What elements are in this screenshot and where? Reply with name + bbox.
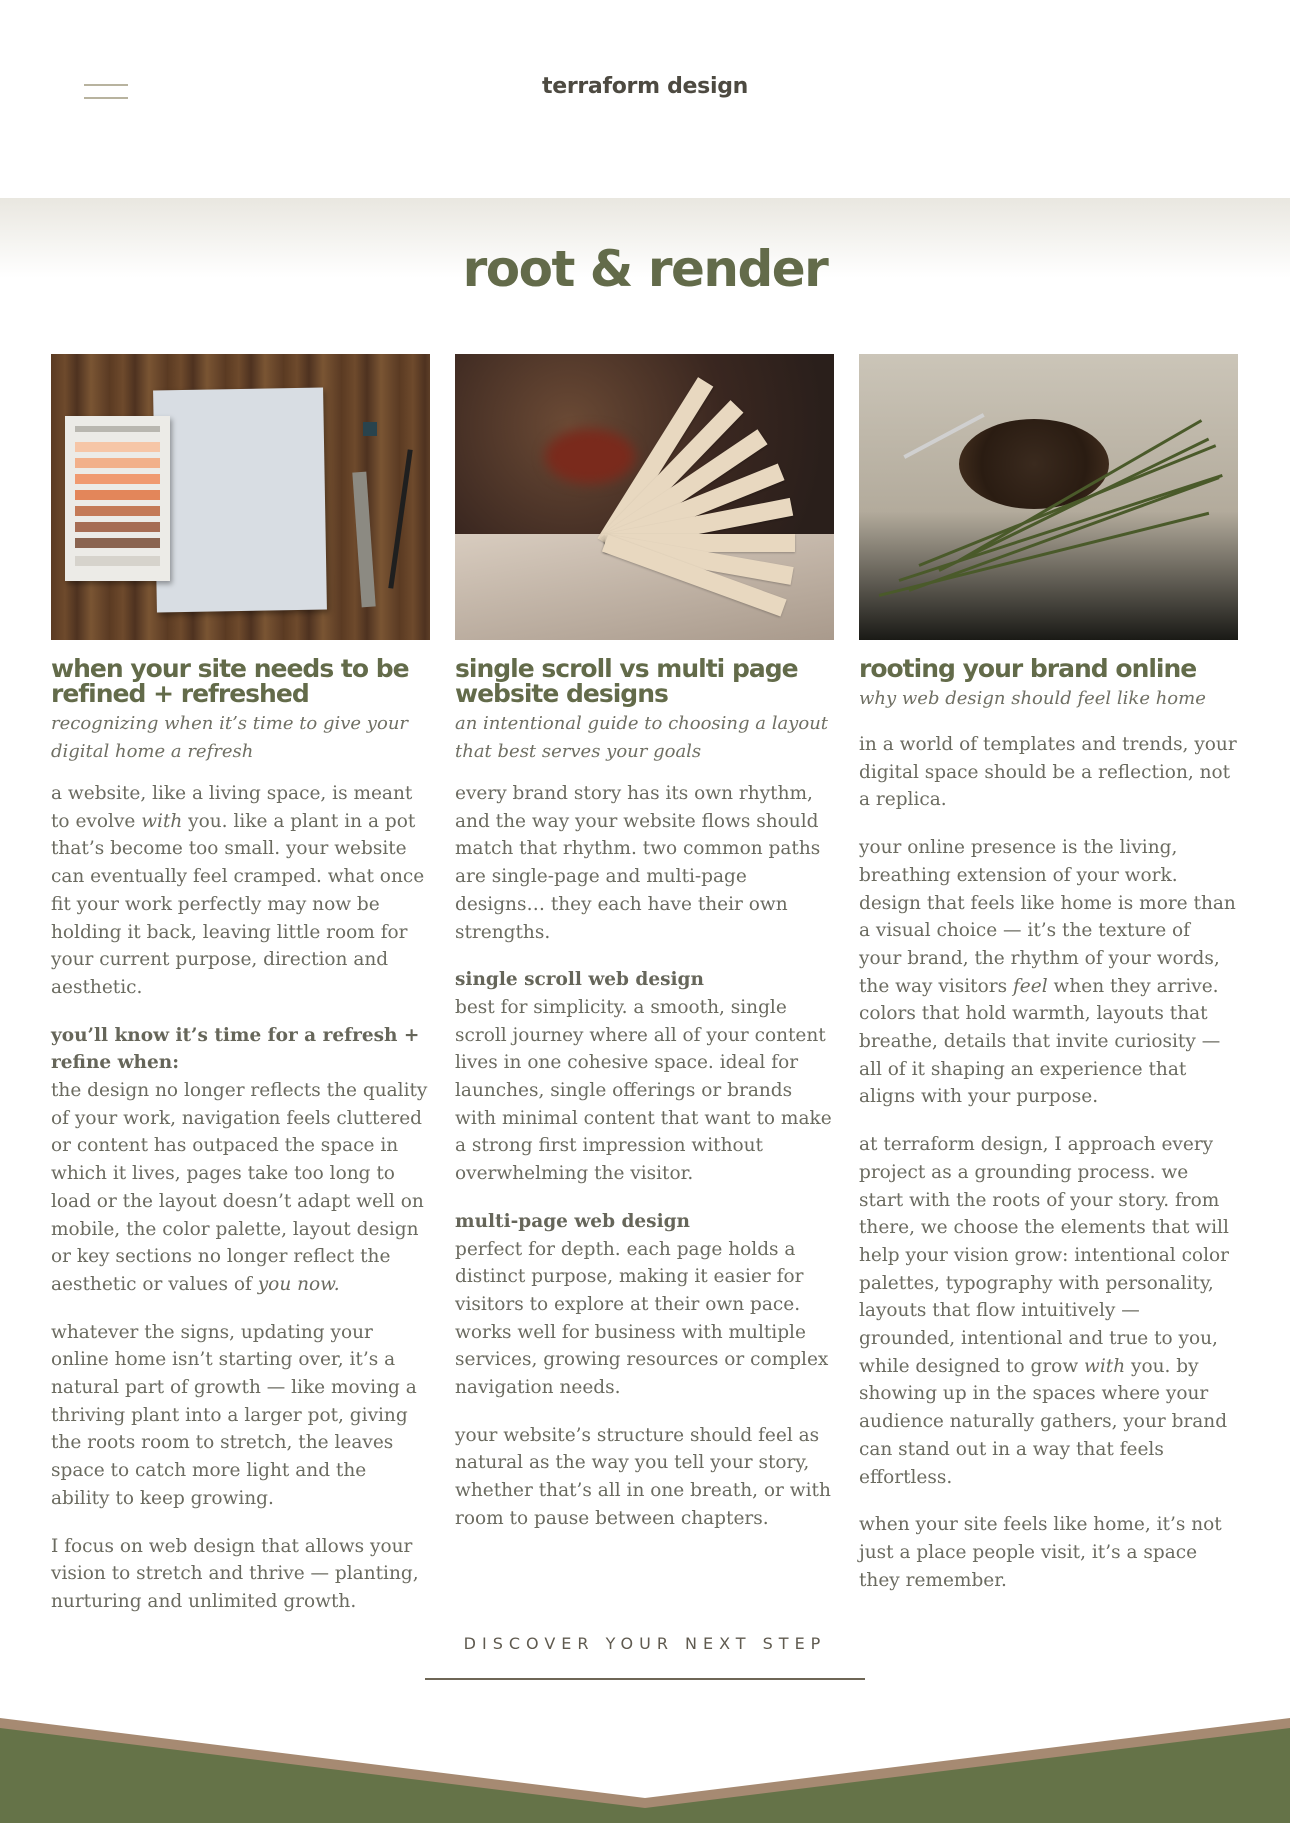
paragraph-heading: multi-page web design [455, 1210, 690, 1232]
discover-next-step-link[interactable] [425, 1634, 865, 1680]
paper-shape [153, 388, 327, 613]
site-logo[interactable]: terraform design [541, 74, 748, 99]
post-paragraph: when your site feels like home, it’s not just a place people visit, it’s a space they remember. [859, 1514, 1222, 1591]
swatch-book-shape [65, 416, 170, 581]
page-title: root & render [462, 240, 828, 298]
post-title[interactable]: rooting your brand online [859, 654, 1197, 683]
post-paragraph: I focus on web design that allows your vision to stretch and thrive — planting, nurturing and unlimited growth. [51, 1535, 419, 1612]
post-paragraph: a website, like a living space, is meant to evolve with you. like a plant in a pot that’s become too small. your website can eventually feel cramped. what once fit your work perfectly may now be holding it back, leaving little room for your current purpose, direction and aesthetic. [51, 783, 425, 998]
post-title[interactable]: when your site needs to be refined + refreshed [51, 654, 409, 708]
post-image[interactable] [455, 354, 834, 640]
paragraph-heading: you’ll know it’s time for a refresh + refine when: [51, 1024, 420, 1074]
pencil-shape [388, 449, 412, 588]
post-paragraph: every brand story has its own rhythm, and the way your website flows should match that rhythm. two common paths are single-page and multi-page designs… they each have their own strengths. [455, 783, 821, 943]
post-paragraph: your website’s structure should feel as natural as the way you tell your story, whether that’s all in one breath, or with room to pause between chapters. [455, 1424, 831, 1529]
cta-label: DISCOVER YOUR NEXT STEP [463, 1634, 827, 1653]
blog-card [859, 354, 1238, 1614]
blur-shape [545, 429, 635, 484]
clip-shape [363, 422, 377, 436]
post-paragraph: your online presence is the living, breathing extension of your work. design that feels like home is more than a visual choice — it’s the texture of your brand, the rhythm of your words, the way visitors feel when they arrive. colors that hold warmth, layouts that breathe, details that invite curiosity — all of it shaping an experience that aligns with your purpose. [859, 837, 1236, 1108]
blog-card [455, 354, 834, 1553]
post-title[interactable]: single scroll vs multi page website designs [455, 654, 798, 708]
post-image[interactable] [859, 354, 1238, 640]
paragraph-heading: single scroll web design [455, 969, 704, 991]
post-paragraph: at terraform design, I approach every project as a grounding process. we start with the roots of your story. from there, we choose the elements that will help your vision grow: intentional color palettes, typography with personality, layouts that flow intuitively — grounded, intentional and true to you, while designed to grow with you. by showing up in the spaces where your audience naturally gathers, your brand can stand out in a way that feels effortless. [859, 1134, 1229, 1488]
footer-band [0, 1712, 1290, 1823]
ruler-shape [352, 472, 375, 608]
post-paragraph: whatever the signs, updating your online home isn’t starting over, it’s a natural part of growth — like moving a thriving plant into a larger pot, giving the roots room to stretch, the leaves space to catch more light and the ability to keep growing. [51, 1321, 417, 1509]
post-paragraph: in a world of templates and trends, your digital space should be a reflection, not a replica. [859, 734, 1237, 811]
post-paragraph: you’ll know it’s time for a refresh + refine when: the design no longer reflects the quality of your work, navigation feels cluttered or content has outpaced the space in which it lives, pages take too long to load or the layout doesn’t adapt well on mobile, the color palette, layout design or key sections no longer reflect the aesthetic or values of you now. [51, 1024, 428, 1295]
blog-card [51, 354, 430, 1636]
post-subtitle: recognizing when it’s time to give your digital home a refresh [51, 713, 409, 762]
site-header [0, 0, 1290, 198]
post-paragraph: multi-page web design perfect for depth. each page holds a distinct purpose, making it easier for visitors to explore at their own pace. works well for business with multiple services, growing resources or complex navigation needs. [455, 1210, 829, 1399]
post-subtitle: an intentional guide to choosing a layout that best serves your goals [455, 713, 829, 762]
post-subtitle: why web design should feel like home [859, 688, 1206, 709]
post-paragraph: single scroll web design best for simplicity. a smooth, single scroll journey where all of your content lives in one cohesive space. ideal for launches, single offerings or brands with minimal content that want to make a strong first impression without overwhelming the visitor. [455, 969, 832, 1185]
post-image[interactable] [51, 354, 430, 640]
